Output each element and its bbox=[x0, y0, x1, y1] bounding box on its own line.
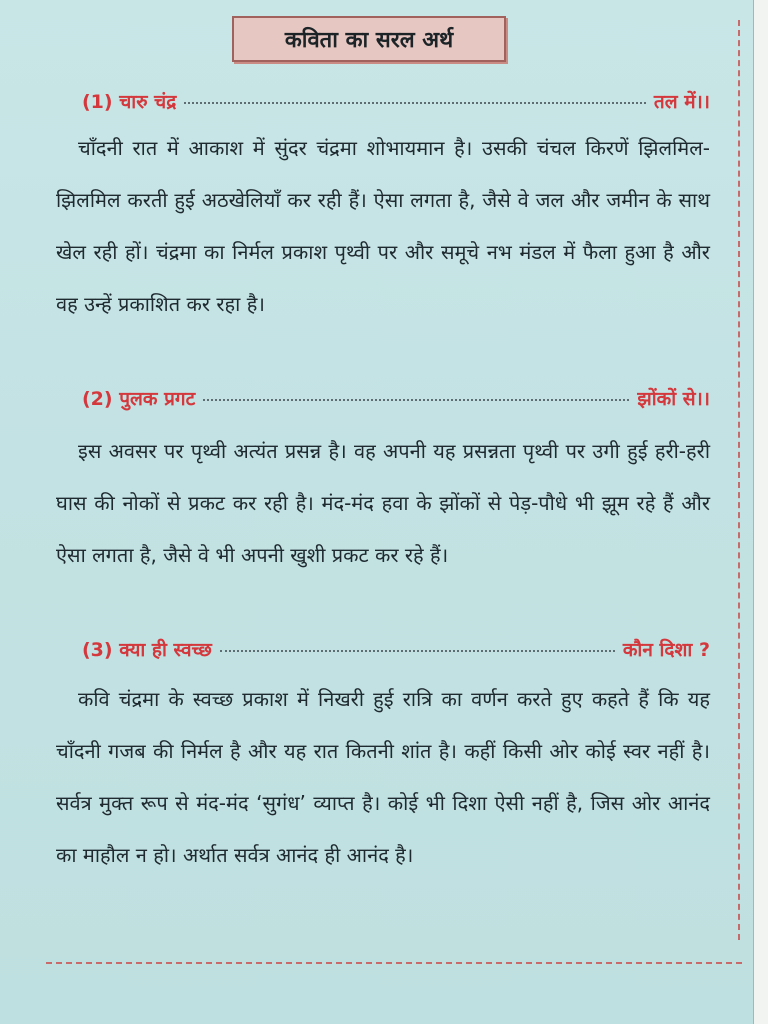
section-1-heading bbox=[82, 86, 710, 116]
section-3-paragraph: कवि चंद्रमा के स्वच्छ प्रकाश में निखरी हुई रात्रि का वर्णन करते हुए कहते हैं कि यह चाँदनी गजब की निर्मल है और यह रात कितनी शांत है। कहीं किसी ओर कोई स्वर नहीं है। सर्वत्र मुक्त रूप से मंद-मंद ‘सुगंध’ व्याप्त है। कोई भी दिशा ऐसी नहीं है, जिस ओर आनंद का माहौल न हो। अर्थात सर्वत्र आनंद ही आनंद है। bbox=[56, 687, 710, 867]
section-2-heading bbox=[82, 383, 710, 413]
section-2-start: (2) पुलक प्रगट bbox=[82, 388, 196, 410]
page-border-right bbox=[738, 20, 740, 940]
section-3-dotted-leader bbox=[220, 650, 615, 652]
page-border-bottom bbox=[46, 962, 742, 964]
section-3-start: (3) क्या ही स्वच्छ bbox=[82, 639, 212, 661]
section-1-dotted-leader bbox=[184, 102, 646, 104]
section-1-end: तल में।। bbox=[653, 91, 710, 113]
adjacent-page-edge bbox=[753, 0, 768, 1024]
section-1-paragraph: चाँदनी रात में आकाश में सुंदर चंद्रमा शोभायमान है। उसकी चंचल किरणें झिलमिल-झिलमिल करती हुई अठखेलियाँ कर रही हैं। ऐसा लगता है, जैसे वे जल और जमीन के साथ खेल रही हों। चंद्रमा का निर्मल प्रकाश पृथ्वी पर और समूचे नभ मंडल में फैला हुआ है और वह उन्हें प्रकाशित कर रहा है। bbox=[56, 136, 710, 316]
section-3-heading bbox=[82, 634, 710, 664]
section-2-end: झोंकों से।। bbox=[637, 388, 710, 410]
section-2-paragraph: इस अवसर पर पृथ्वी अत्यंत प्रसन्न है। वह अपनी यह प्रसन्नता पृथ्वी पर उगी हुई हरी-हरी घास की नोकों से प्रकट कर रही है। मंद-मंद हवा के झोंकों से पेड़-पौधे भी झूम रहे हैं और ऐसा लगता है, जैसे वे भी अपनी खुशी प्रकट कर रहे हैं। bbox=[56, 439, 710, 567]
section-1-start: (1) चारु चंद्र bbox=[82, 91, 177, 113]
section-3-end: कौन दिशा ? bbox=[622, 639, 710, 661]
title-box bbox=[232, 16, 506, 62]
page-title: कविता का सरल अर्थ bbox=[284, 28, 454, 53]
section-2-dotted-leader bbox=[203, 399, 629, 401]
